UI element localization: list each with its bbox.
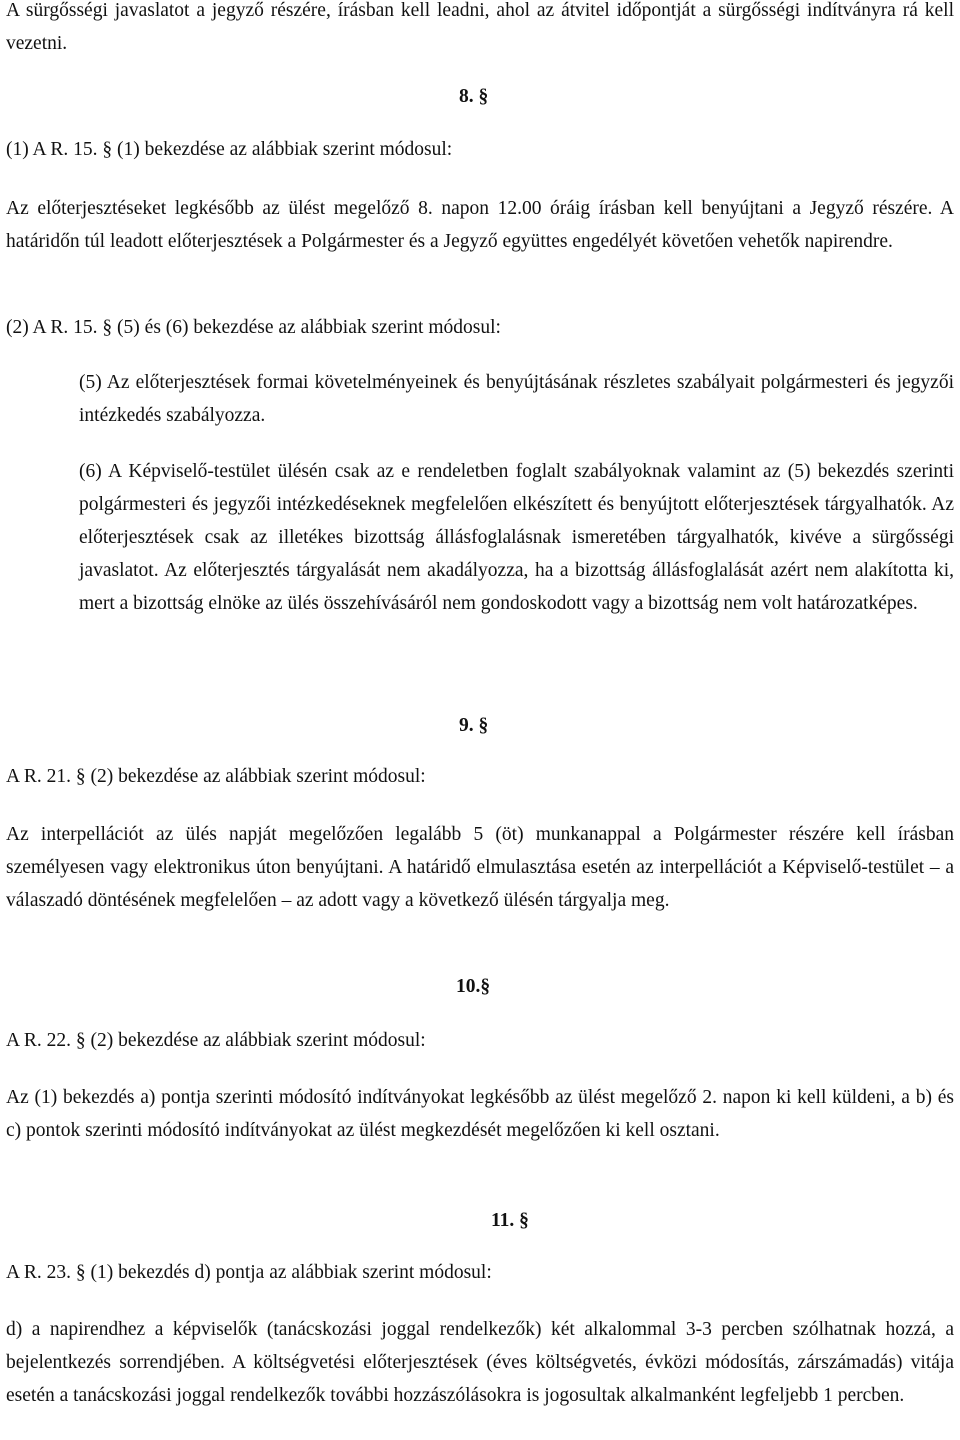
section-9-amend: A R. 21. § (2) bekezdése az alábbiak szerint módosul: xyxy=(6,766,426,787)
section-10-heading: 10.§ xyxy=(456,976,491,997)
intro-paragraph: A sürgősségi javaslatot a jegyző részére, írásban kell leadni, ahol az átvitel időpontját a sürgősségi indítványra rá kell vezetni. xyxy=(6,0,954,54)
section-10-amend: A R. 22. § (2) bekezdése az alábbiak szerint módosul: xyxy=(6,1030,426,1051)
section-8-point-5: (5) Az előterjesztések formai követelményeinek és benyújtásának részletes szabályait polgármesteri és jegyzői intézkedés szabályozza. xyxy=(79,372,954,426)
section-8-amend-2: (2) A R. 15. § (5) és (6) bekezdése az alábbiak szerint módosul: xyxy=(6,317,501,338)
section-11-text: d) a napirendhez a képviselők (tanácskozási joggal rendelkezők) két alkalommal 3-3 percben szólhatnak hozzá, a bejelentkezés sorrendjében. A költségvetési előterjesztések (éves költségvetés, évközi módosítás, zárszámadás) vitája esetén a tanácskozási joggal rendelkezők további hozzászólásokra is jogosultak alkalmanként legfeljebb 1 percben. xyxy=(6,1319,954,1406)
section-11-heading: 11. § xyxy=(491,1210,529,1231)
section-11-amend: A R. 23. § (1) bekezdés d) pontja az alábbiak szerint módosul: xyxy=(6,1262,492,1283)
section-9-text: Az interpellációt az ülés napját megelőzően legalább 5 (öt) munkanappal a Polgármester részére kell írásban személyesen vagy elektronikus úton benyújtani. A határidő elmulasztása esetén az interpellációt a Képviselő-testület – a válaszadó döntésének megfelelően – az adott vagy a következő ülésén tárgyalja meg. xyxy=(6,824,954,911)
section-9-heading: 9. § xyxy=(459,715,489,736)
section-10-text: Az (1) bekezdés a) pontja szerinti módosító indítványokat legkésőbb az ülést megelőző 2. napon ki kell küldeni, a b) és c) pontok szerinti módosító indítványokat az ülést megkezdését megelőzően ki kell osztani. xyxy=(6,1087,954,1141)
section-8-amend-1: (1) A R. 15. § (1) bekezdése az alábbiak szerint módosul: xyxy=(6,139,453,160)
section-8-heading: 8. § xyxy=(459,86,489,107)
section-8-text-1: Az előterjesztéseket legkésőbb az ülést megelőző 8. napon 12.00 óráig írásban kell benyújtani a Jegyző részére. A határidőn túl leadott előterjesztések a Polgármester és a Jegyző együttes engedélyét követően vehetők napirendre. xyxy=(6,198,954,252)
section-8-point-6: (6) A Képviselő-testület ülésén csak az e rendeletben foglalt szabályoknak valamint az (5) bekezdés szerinti polgármesteri és jegyzői intézkedéseknek megfelelően elkészített és benyújtott előterjesztések tárgyalhatók. Az előterjesztések csak az illetékes bizottság állásfoglalásnak ismeretében tárgyalhatók, kivéve a sürgősségi javaslatot. Az előterjesztés tárgyalását nem akadályozza, ha a bizottság állásfoglalását azért nem alakította ki, mert a bizottság elnöke az ülés összehívásáról nem gondoskodott vagy a bizottság nem volt határozatképes. xyxy=(79,461,954,614)
